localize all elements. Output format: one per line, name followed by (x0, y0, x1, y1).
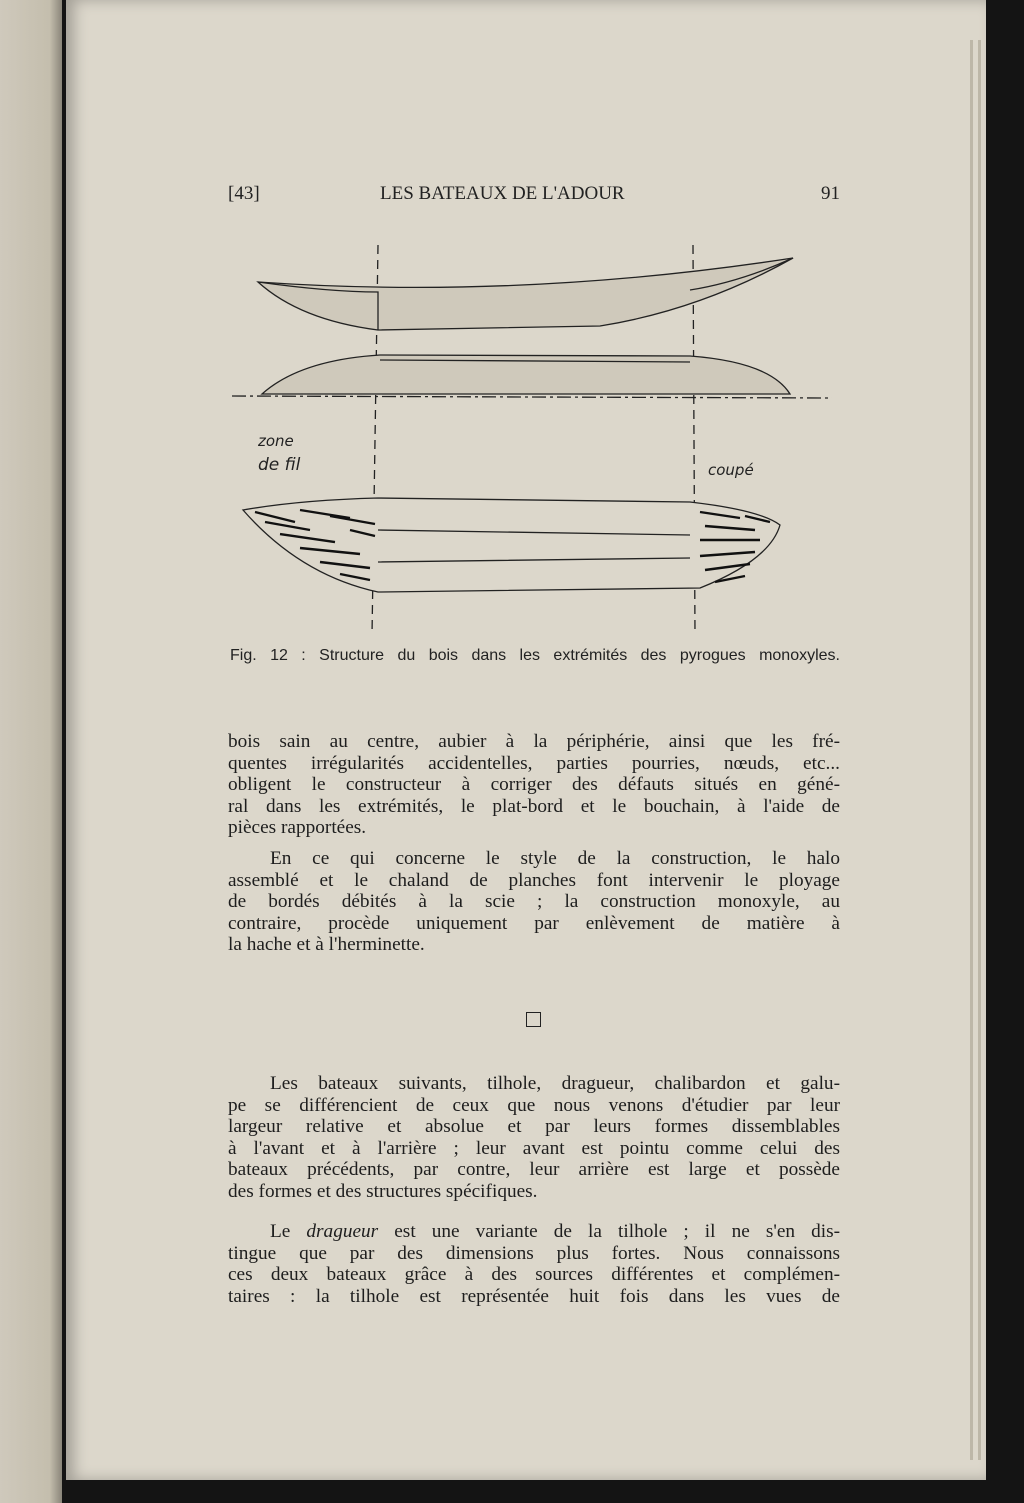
text-line: ces deux bateaux grâce à des sources différentes et complémen- (228, 1264, 840, 1286)
text-line: largeur relative et absolue et par leurs formes dissemblables (228, 1116, 840, 1138)
text-line: pe se différencient de ceux que nous venons d'étudier par leur (228, 1094, 840, 1116)
text-line: En ce qui concerne le style de la construction, le halo (270, 848, 840, 869)
running-title: LES BATEAUX DE L'ADOUR (380, 183, 625, 204)
text-line: la hache et à l'herminette. (228, 934, 425, 956)
boat-plan (243, 498, 780, 592)
text-line: taires : la tilhole est représentée huit fois dans les vues de (228, 1285, 840, 1307)
text-line: pièces rapportées. (228, 817, 367, 839)
text-line (228, 1221, 840, 1243)
text-line: tingue que par des dimensions plus fortes. Nous connaissons (228, 1242, 840, 1264)
paragraph (228, 848, 840, 956)
annotation-coupe: coupé (708, 461, 754, 479)
paragraph (228, 731, 840, 839)
page-edge (970, 40, 973, 1460)
section-separator-box (526, 1012, 541, 1027)
paragraph (228, 1221, 840, 1307)
text-line: contraire, procède uniquement par enlèvement de matière à (228, 912, 840, 934)
boat-profile (258, 258, 793, 330)
running-header (228, 183, 840, 207)
paragraph (228, 1073, 840, 1203)
text-line: de bordés débités à la scie ; la construction monoxyle, au (228, 891, 840, 913)
axis-line (232, 396, 832, 398)
text-line: obligent le constructeur à corriger des défauts situés en géné- (228, 774, 840, 796)
page-number: 91 (821, 183, 840, 204)
text-line: assemblé et le chaland de planches font intervenir le ployage (228, 869, 840, 891)
text-line: à l'avant et à l'arrière ; leur avant est pointu comme celui des (228, 1137, 840, 1159)
figure-pirogue-drawing (225, 240, 840, 640)
text-line: Les bateaux suivants, tilhole, dragueur, chalibardon et galu- (270, 1073, 840, 1094)
left-page-edge (0, 0, 62, 1503)
text-line: ral dans les extrémités, le plat-bord et le bouchain, à l'aide de (228, 795, 840, 817)
text-line: bateaux précédents, par contre, leur arrière est large et possède (228, 1159, 840, 1181)
text-fragment: Le (270, 1221, 307, 1242)
annotation-de-fil: de fil (258, 455, 301, 475)
text-line: quentes irrégularités accidentelles, parties pourries, nœuds, etc... (228, 752, 840, 774)
text-line: bois sain au centre, aubier à la périphérie, ainsi que les fré- (228, 731, 840, 752)
page-edge (978, 40, 981, 1460)
annotation-zone: zone (258, 432, 294, 450)
text-line: des formes et des structures spécifiques. (228, 1180, 538, 1202)
section-number: [43] (228, 183, 260, 204)
text-fragment: est une variante de la tilhole ; il ne s'en dis- (378, 1221, 840, 1242)
italic-term: dragueur (306, 1221, 379, 1242)
figure-caption: Fig. 12 : Structure du bois dans les extrémités des pyrogues monoxyles. (230, 647, 840, 664)
